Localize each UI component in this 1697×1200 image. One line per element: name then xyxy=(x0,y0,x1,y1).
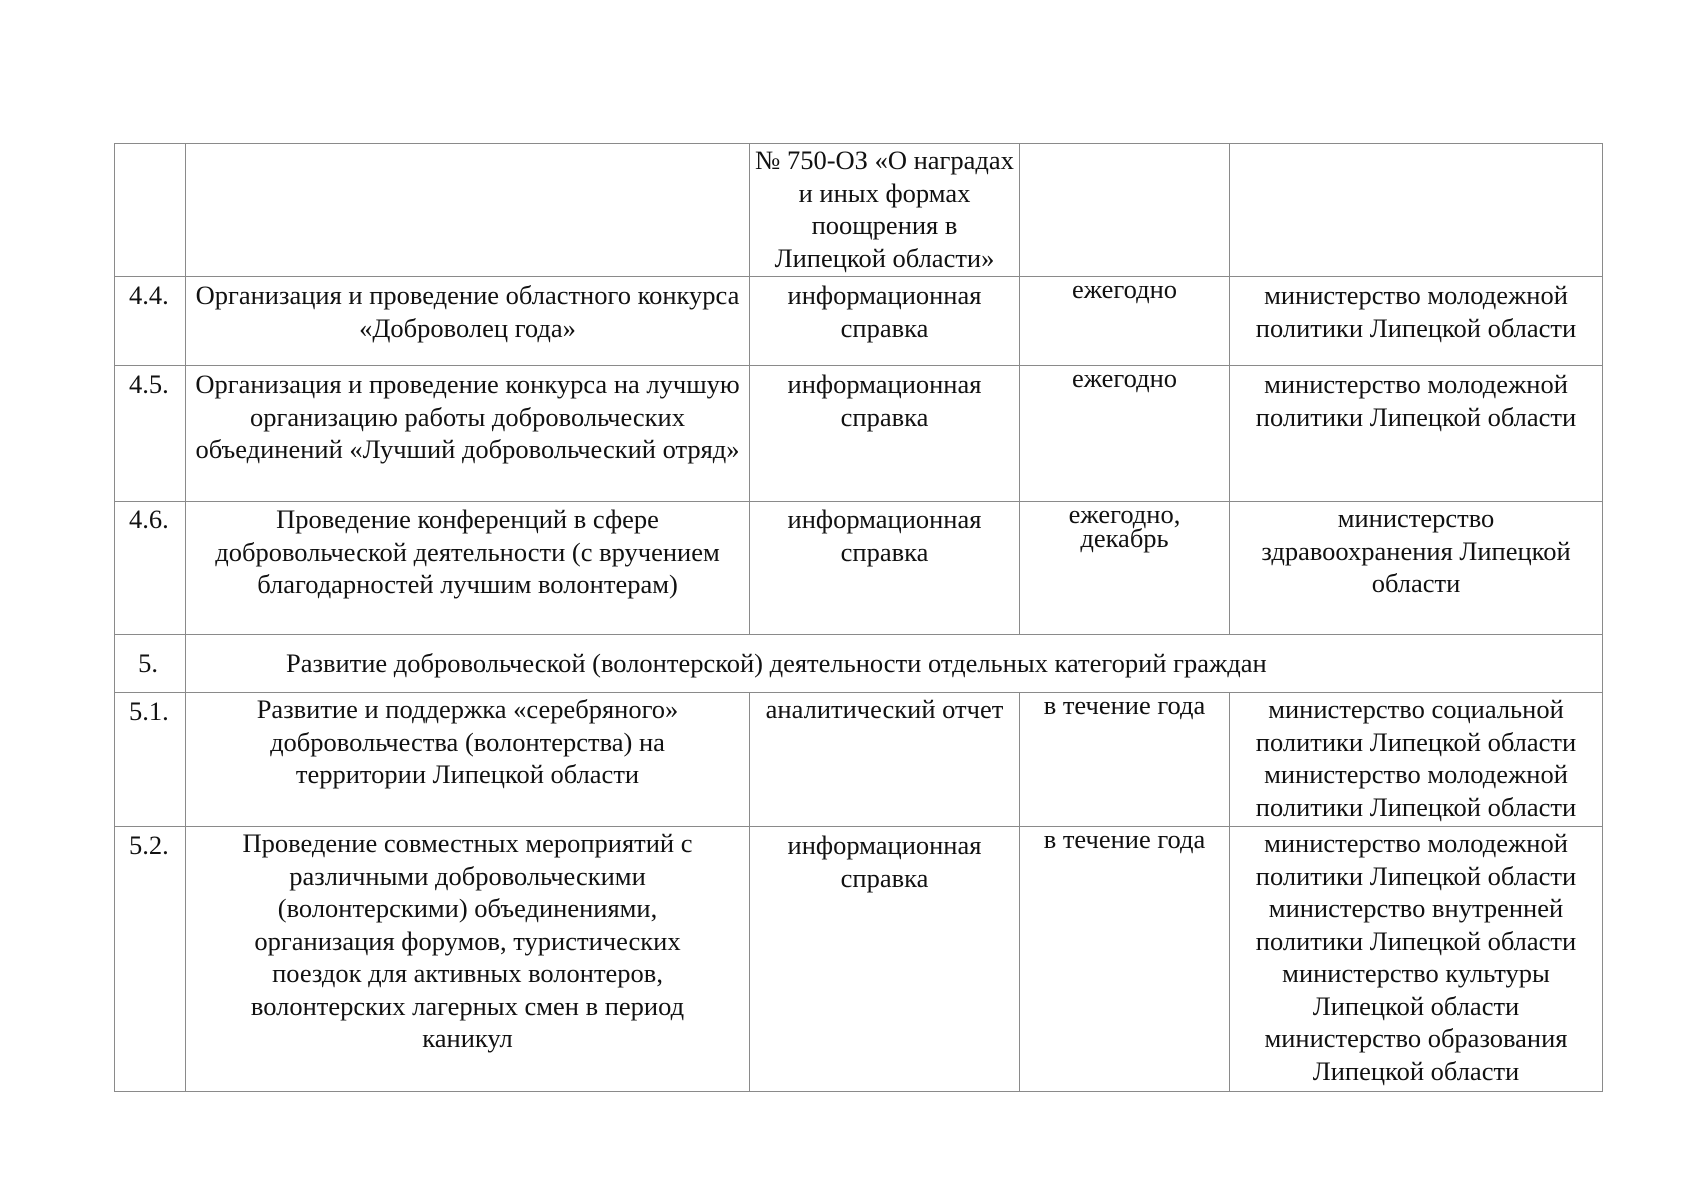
row-number xyxy=(115,144,186,277)
term: ежегодно xyxy=(1020,366,1230,502)
completion-form: информационная справка xyxy=(750,277,1020,366)
responsible: министерство молодежной политики Липецкой области министерство внутренней политики Липецкой области министерство культуры Липецкой области министерство образования Липецкой области xyxy=(1230,827,1603,1092)
row-number: 5.2. xyxy=(115,827,186,1092)
event-title: Развитие и поддержка «серебряного» добровольчества (волонтерства) на территории Липецкой области xyxy=(186,693,750,827)
responsible: министерство молодежной политики Липецкой области xyxy=(1230,277,1603,366)
table-row xyxy=(115,366,1603,502)
table-row xyxy=(115,502,1603,635)
table-row xyxy=(115,693,1603,827)
event-title: Проведение конференций в сфере добровольческой деятельности (с вручением благодарностей лучшим волонтерам) xyxy=(186,502,750,635)
table-row xyxy=(115,827,1603,1092)
plan-table xyxy=(114,143,1603,1092)
row-number: 5.1. xyxy=(115,693,186,827)
section-title: Развитие добровольческой (волонтерской) деятельности отдельных категорий граждан xyxy=(186,635,1603,693)
section-number: 5. xyxy=(115,635,186,693)
event-title: Организация и проведение областного конкурса «Доброволец года» xyxy=(186,277,750,366)
completion-form: № 750-ОЗ «О наградах и иных формах поощрения в Липецкой области» xyxy=(750,144,1020,277)
term: в течение года xyxy=(1020,827,1230,1092)
term: ежегодно xyxy=(1020,277,1230,366)
term xyxy=(1020,144,1230,277)
completion-form: информационная справка xyxy=(750,366,1020,502)
row-number: 4.4. xyxy=(115,277,186,366)
table-row xyxy=(115,144,1603,277)
event-title xyxy=(186,144,750,277)
responsible: министерство здравоохранения Липецкой области xyxy=(1230,502,1603,635)
responsible: министерство молодежной политики Липецкой области xyxy=(1230,366,1603,502)
event-title: Организация и проведение конкурса на лучшую организацию работы добровольческих объединений «Лучший добровольческий отряд» xyxy=(186,366,750,502)
responsible xyxy=(1230,144,1603,277)
row-number: 4.6. xyxy=(115,502,186,635)
completion-form: информационная справка xyxy=(750,502,1020,635)
row-number: 4.5. xyxy=(115,366,186,502)
term: ежегодно, декабрь xyxy=(1020,502,1230,635)
responsible: министерство социальной политики Липецкой области министерство молодежной политики Липецкой области xyxy=(1230,693,1603,827)
completion-form: информационная справка xyxy=(750,827,1020,1092)
event-title: Проведение совместных мероприятий с различными добровольческими (волонтерскими) объединениями, организация форумов, туристических поездок для активных волонтеров, волонтерских лагерных смен в период каникул xyxy=(186,827,750,1092)
table-row xyxy=(115,277,1603,366)
completion-form: аналитический отчет xyxy=(750,693,1020,827)
section-row xyxy=(115,635,1603,693)
term: в течение года xyxy=(1020,693,1230,827)
